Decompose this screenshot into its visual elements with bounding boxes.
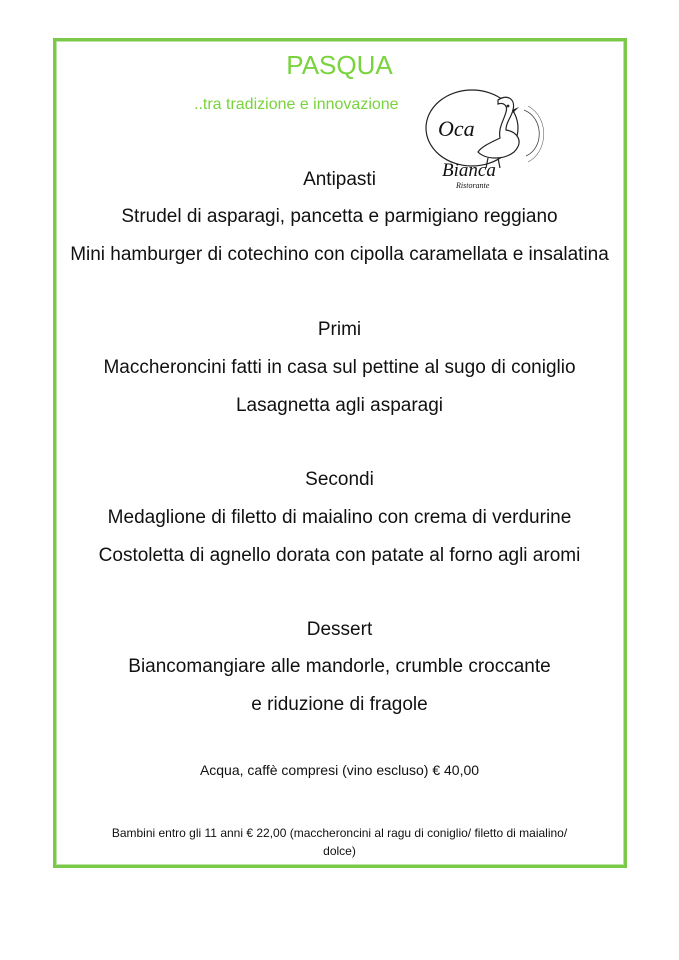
menu-item: Strudel di asparagi, pancetta e parmigiano reggiano [121, 206, 558, 227]
kids-price-line: Bambini entro gli 11 anni € 22,00 (maccheroncini al ragu di coniglio/ filetto di maialino/ [111, 826, 568, 840]
menu-item: Biancomangiare alle mandorle, crumble croccante [128, 656, 551, 677]
menu-item: Lasagnetta agli asparagi [235, 395, 444, 416]
menu-item: Mini hamburger di cotechino con cipolla caramellata e insalatina [70, 244, 609, 265]
logo-name-line2: Bianca [442, 160, 496, 181]
logo-name-line1: Oca [438, 116, 475, 141]
menu-item: e riduzione di fragole [251, 694, 428, 715]
goose-icon [478, 97, 519, 158]
section-heading-primi: Primi [317, 319, 362, 340]
menu-item: Maccheroncini fatti in casa sul pettine al sugo di coniglio [103, 357, 576, 378]
section-heading-secondi: Secondi [305, 469, 374, 490]
kids-price-line-cont: dolce) [323, 844, 356, 858]
section-heading-antipasti: Antipasti [303, 169, 376, 190]
price-line: Acqua, caffè compresi (vino escluso) € 40,00 [199, 762, 480, 778]
page-subtitle: ..tra tradizione e innovazione [194, 96, 399, 113]
page-title: PASQUA [286, 50, 393, 80]
section-heading-dessert: Dessert [306, 619, 373, 640]
menu-item: Medaglione di filetto di maialino con crema di verdurine [107, 507, 572, 528]
menu-item: Costoletta di agnello dorata con patate al forno agli aromi [98, 545, 581, 566]
logo-tagline: Ristorante [456, 181, 490, 190]
